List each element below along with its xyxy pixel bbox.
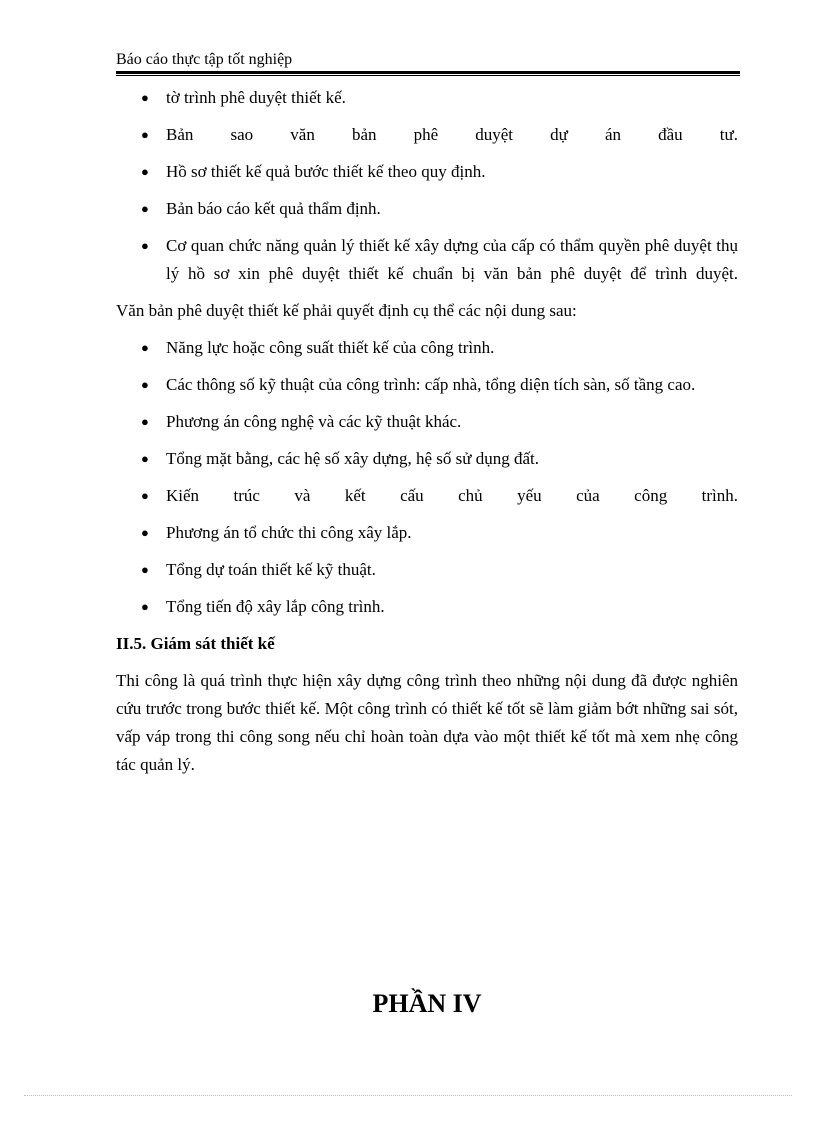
list-item: ● Các thông số kỹ thuật của công trình: cấp nhà, tổng diện tích sàn, số tầng cao. <box>116 371 738 399</box>
list-item: ● Cơ quan chức năng quản lý thiết kế xây dựng của cấp có thẩm quyền phê duyệt thụ lý hồ sơ xin phê duyệt thiết kế chuẩn bị văn bản phê duyệt để trình duyệt. <box>116 232 738 288</box>
list-item: ● Phương án công nghệ và các kỹ thuật khác. <box>116 408 738 436</box>
bullet-icon: ● <box>141 164 149 179</box>
list-item: ● Tổng mặt bằng, các hệ số xây dựng, hệ số sử dụng đất. <box>116 445 738 473</box>
bullet-icon: ● <box>141 127 149 142</box>
list-item: ● tờ trình phê duyệt thiết kế. <box>116 84 738 112</box>
approval-content-list <box>116 334 738 621</box>
list-item: ● Năng lực hoặc công suất thiết kế của công trình. <box>116 334 738 362</box>
bullet-icon: ● <box>141 414 149 429</box>
bullet-icon: ● <box>141 201 149 216</box>
bullet-icon: ● <box>141 599 149 614</box>
bullet-icon: ● <box>141 451 149 466</box>
bullet-icon: ● <box>141 488 149 503</box>
bullet-icon: ● <box>141 562 149 577</box>
list-item: ● Bản báo cáo kết quả thẩm định. <box>116 195 738 223</box>
list-item: ● Tổng tiến độ xây lắp công trình. <box>116 593 738 621</box>
document-body <box>116 84 738 788</box>
bullet-icon: ● <box>141 238 149 253</box>
list-item: ● Tổng dự toán thiết kế kỹ thuật. <box>116 556 738 584</box>
list-item: ● Bản sao văn bản phê duyệt dự án đầu tư. <box>116 121 738 149</box>
bullet-icon: ● <box>141 525 149 540</box>
page-bottom-divider <box>24 1095 792 1096</box>
bullet-icon: ● <box>141 340 149 355</box>
paragraph-intro: Văn bản phê duyệt thiết kế phải quyết định cụ thể các nội dung sau: <box>116 301 577 320</box>
list-item: ● Hồ sơ thiết kế quả bước thiết kế theo quy định. <box>116 158 738 186</box>
header-divider <box>116 71 740 76</box>
approval-documents-list <box>116 84 738 288</box>
part-title: PHẦN IV <box>372 989 482 1018</box>
page-header: Báo cáo thực tập tốt nghiệp <box>116 51 293 68</box>
list-item: ● Kiến trúc và kết cấu chủ yếu của công trình. <box>116 482 738 510</box>
list-item: ● Phương án tổ chức thi công xây lắp. <box>116 519 738 547</box>
bullet-icon: ● <box>141 377 149 392</box>
section-paragraph: Thi công là quá trình thực hiện xây dựng công trình theo những nội dung đã được nghiên cứu trước trong bước thiết kế. Một công trình có thiết kế tốt sẽ làm giảm bớt những sai sót, vấp váp trong thi công song nếu chỉ hoàn toàn dựa vào một thiết kế tốt mà xem nhẹ công tác quản lý. <box>116 671 738 774</box>
bullet-icon: ● <box>141 90 149 105</box>
section-heading: II.5. Giám sát thiết kế <box>116 634 275 653</box>
